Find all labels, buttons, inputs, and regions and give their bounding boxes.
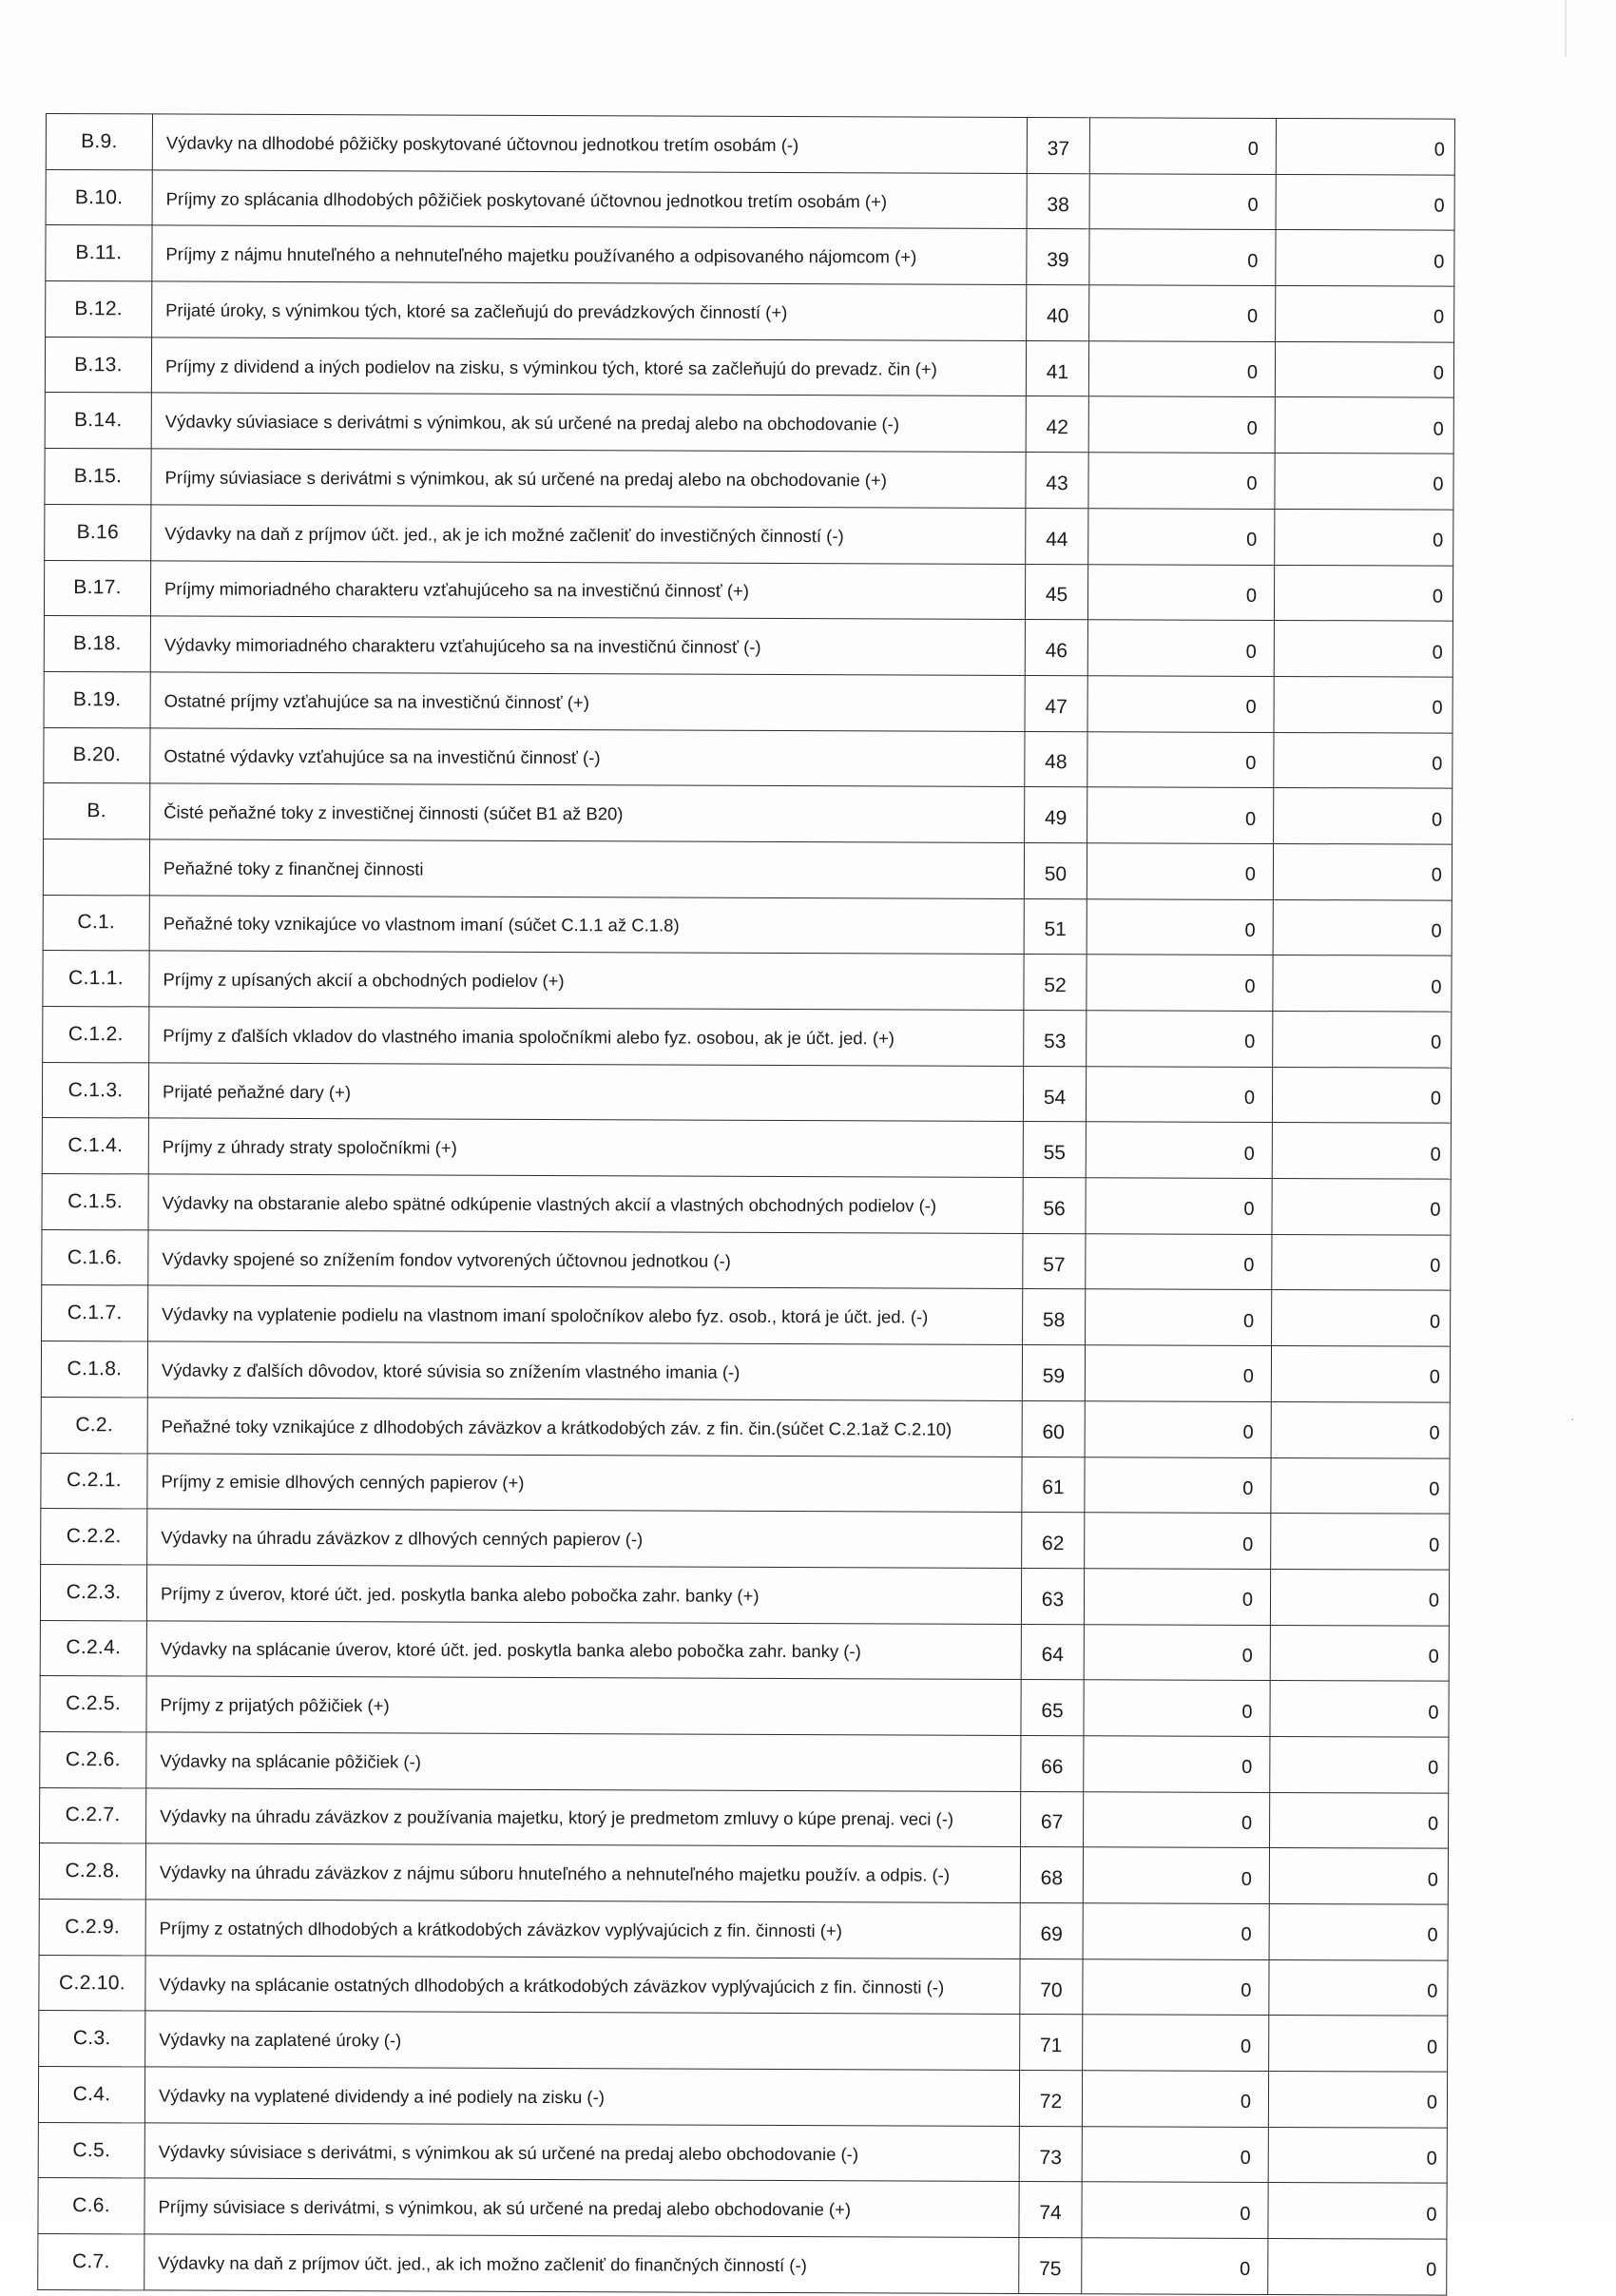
row-description-cell: Príjmy súvisiace s derivátmi, s výnimkou, ak sú určené na predaj alebo obchodovanie (+) bbox=[144, 2178, 1019, 2237]
table-row bbox=[45, 449, 1453, 510]
row-description-cell: Čisté peňažné toky z investičnej činnosti (súčet B1 až B20) bbox=[150, 783, 1025, 842]
table-row bbox=[44, 783, 1452, 844]
current-period-value-cell: 0 bbox=[1088, 340, 1275, 396]
table-row bbox=[44, 616, 1452, 677]
previous-period-value-cell: 0 bbox=[1276, 230, 1454, 286]
row-code-cell: C.2.4. bbox=[40, 1620, 146, 1676]
row-description-cell: Výdavky na daň z príjmov účt. jed., ak je ich možné začleniť do investičných činností (-) bbox=[151, 505, 1026, 564]
row-description-cell: Výdavky na úhradu záväzkov z používania majetku, ktorý je predmetom zmluvy o kúpe prenaj. veci (-) bbox=[146, 1788, 1021, 1847]
current-period-value-cell: 0 bbox=[1083, 1847, 1269, 1903]
row-description-cell: Peňažné toky vznikajúce vo vlastnom imaní (súčet C.1.1 až C.1.8) bbox=[149, 896, 1024, 955]
current-period-value-cell: 0 bbox=[1084, 1624, 1270, 1680]
row-description-cell: Prijaté peňažné dary (+) bbox=[148, 1063, 1023, 1122]
row-description-cell: Výdavky na vyplatenie podielu na vlastnom imaní spoločníkov alebo fyz. osob., ktorá je účt. jed. (-) bbox=[148, 1285, 1023, 1344]
row-description-cell: Výdavky na úhradu záväzkov z dlhových cenných papierov (-) bbox=[147, 1509, 1022, 1568]
previous-period-value-cell: 0 bbox=[1275, 453, 1453, 510]
row-number-cell: 53 bbox=[1024, 1010, 1087, 1066]
current-period-value-cell: 0 bbox=[1084, 1736, 1270, 1792]
previous-period-value-cell: 0 bbox=[1274, 732, 1452, 788]
row-code-cell: C.1.6. bbox=[42, 1229, 148, 1285]
row-code-cell: B.16 bbox=[45, 504, 151, 560]
current-period-value-cell: 0 bbox=[1086, 1233, 1272, 1289]
current-period-value-cell: 0 bbox=[1089, 229, 1276, 285]
row-number-cell: 57 bbox=[1023, 1233, 1086, 1289]
current-period-value-cell: 0 bbox=[1087, 620, 1274, 676]
row-description-cell: Výdavky na vyplatené dividendy a iné podiely na zisku (-) bbox=[144, 2067, 1019, 2126]
previous-period-value-cell: 0 bbox=[1276, 174, 1454, 230]
previous-period-value-cell: 0 bbox=[1273, 899, 1452, 955]
table-row bbox=[43, 895, 1452, 955]
table-row bbox=[41, 1341, 1450, 1402]
row-number-cell: 37 bbox=[1027, 117, 1089, 173]
cash-flow-table bbox=[37, 113, 1455, 2295]
current-period-value-cell: 0 bbox=[1085, 1457, 1271, 1513]
current-period-value-cell: 0 bbox=[1085, 1513, 1271, 1569]
row-number-cell: 63 bbox=[1021, 1568, 1084, 1624]
row-description-cell: Príjmy z nájmu hnuteľného a nehnuteľného majetku používaného a odpisovaného nájomcom (+) bbox=[152, 225, 1027, 284]
current-period-value-cell: 0 bbox=[1084, 1569, 1270, 1625]
previous-period-value-cell: 0 bbox=[1272, 1234, 1451, 1290]
row-description-cell: Výdavky súvisiace s derivátmi, s výnimkou ak sú určené na predaj alebo obchodovanie (-) bbox=[144, 2123, 1019, 2182]
cash-flow-table-body bbox=[38, 114, 1455, 2295]
current-period-value-cell: 0 bbox=[1087, 676, 1274, 732]
previous-period-value-cell: 0 bbox=[1271, 1346, 1450, 1402]
row-description-cell: Príjmy zo splácania dlhodobých pôžičiek poskytované účtovnou jednotkou tretím osobám (+) bbox=[152, 170, 1027, 229]
table-row bbox=[42, 1174, 1451, 1235]
row-code-cell: C.4. bbox=[38, 2067, 144, 2123]
row-description-cell: Výdavky na splácanie ostatných dlhodobých a krátkodobých záväzkov vyplývajúcich z fin. činnosti (-) bbox=[145, 1956, 1020, 2015]
table-row bbox=[42, 1062, 1451, 1123]
row-number-cell: 68 bbox=[1020, 1847, 1083, 1903]
row-description-cell: Výdavky na splácanie pôžičiek (-) bbox=[146, 1732, 1021, 1791]
table-row bbox=[44, 560, 1452, 621]
table-row bbox=[40, 1620, 1449, 1681]
row-code-cell: C.2.10. bbox=[39, 1955, 145, 2011]
row-code-cell: C.5. bbox=[38, 2122, 144, 2178]
row-code-cell: B. bbox=[44, 783, 150, 839]
previous-period-value-cell: 0 bbox=[1274, 565, 1452, 621]
current-period-value-cell: 0 bbox=[1089, 173, 1276, 229]
row-description-cell: Výdavky spojené so znížením fondov vytvorených účtovnou jednotkou (-) bbox=[148, 1230, 1023, 1289]
row-description-cell: Príjmy z prijatých pôžičiek (+) bbox=[146, 1676, 1021, 1735]
row-number-cell: 47 bbox=[1025, 675, 1087, 731]
previous-period-value-cell: 0 bbox=[1268, 2183, 1447, 2239]
table-row bbox=[43, 1006, 1452, 1067]
previous-period-value-cell: 0 bbox=[1271, 1401, 1450, 1457]
previous-period-value-cell: 0 bbox=[1272, 1067, 1451, 1123]
row-code-cell: C.2.6. bbox=[40, 1731, 146, 1787]
current-period-value-cell: 0 bbox=[1083, 1958, 1269, 2015]
table-row bbox=[45, 337, 1453, 397]
row-description-cell: Výdavky na obstaranie alebo spätné odkúpenie vlastných akcií a vlastných obchodných podielov (-) bbox=[148, 1174, 1023, 1233]
table-row bbox=[42, 1285, 1451, 1346]
table-row bbox=[46, 114, 1454, 175]
table-row bbox=[46, 281, 1454, 342]
current-period-value-cell: 0 bbox=[1088, 453, 1275, 509]
row-code-cell bbox=[43, 839, 149, 895]
row-number-cell: 41 bbox=[1026, 340, 1088, 396]
row-number-cell: 55 bbox=[1023, 1122, 1086, 1178]
row-number-cell: 48 bbox=[1025, 731, 1087, 787]
table-row bbox=[43, 951, 1452, 1012]
table-row bbox=[39, 1843, 1448, 1904]
current-period-value-cell: 0 bbox=[1089, 118, 1276, 174]
row-code-cell: C.1.7. bbox=[42, 1285, 148, 1341]
row-number-cell: 67 bbox=[1021, 1791, 1084, 1847]
table-row bbox=[45, 504, 1453, 565]
row-number-cell: 38 bbox=[1027, 173, 1089, 229]
current-period-value-cell: 0 bbox=[1087, 787, 1274, 843]
row-description-cell: Príjmy z upísaných akcií a obchodných podielov (+) bbox=[149, 951, 1024, 1010]
previous-period-value-cell: 0 bbox=[1270, 1625, 1449, 1681]
table-row bbox=[39, 1955, 1448, 2016]
row-number-cell: 54 bbox=[1023, 1066, 1086, 1122]
previous-period-value-cell: 0 bbox=[1272, 1290, 1451, 1346]
current-period-value-cell: 0 bbox=[1089, 285, 1276, 341]
previous-period-value-cell: 0 bbox=[1268, 2072, 1447, 2128]
row-code-cell: C.2.8. bbox=[39, 1843, 145, 1900]
row-code-cell: B.20. bbox=[44, 727, 150, 783]
table-row bbox=[38, 2234, 1447, 2295]
row-number-cell: 50 bbox=[1024, 842, 1087, 898]
current-period-value-cell: 0 bbox=[1083, 1903, 1269, 1959]
row-number-cell: 72 bbox=[1019, 2071, 1082, 2127]
row-number-cell: 66 bbox=[1021, 1735, 1084, 1791]
row-number-cell: 70 bbox=[1020, 1958, 1083, 2015]
row-code-cell: B.12. bbox=[46, 281, 152, 338]
previous-period-value-cell: 0 bbox=[1270, 1569, 1449, 1625]
previous-period-value-cell: 0 bbox=[1274, 676, 1452, 732]
row-number-cell: 61 bbox=[1022, 1457, 1085, 1513]
table-row bbox=[38, 2122, 1447, 2183]
row-description-cell: Ostatné výdavky vzťahujúce sa na investičnú činnosť (-) bbox=[150, 727, 1025, 786]
previous-period-value-cell: 0 bbox=[1273, 955, 1452, 1012]
previous-period-value-cell: 0 bbox=[1269, 2016, 1448, 2072]
current-period-value-cell: 0 bbox=[1087, 843, 1273, 899]
current-period-value-cell: 0 bbox=[1087, 731, 1274, 787]
table-row bbox=[40, 1787, 1449, 1848]
current-period-value-cell: 0 bbox=[1086, 1066, 1272, 1122]
previous-period-value-cell: 0 bbox=[1276, 118, 1454, 174]
previous-period-value-cell: 0 bbox=[1270, 1736, 1449, 1792]
previous-period-value-cell: 0 bbox=[1269, 1959, 1448, 2016]
table-row bbox=[45, 393, 1453, 453]
row-code-cell: C.2.3. bbox=[40, 1564, 146, 1620]
row-code-cell: C.6. bbox=[38, 2178, 144, 2234]
row-number-cell: 65 bbox=[1021, 1680, 1084, 1736]
row-code-cell: B.15. bbox=[45, 449, 151, 505]
previous-period-value-cell: 0 bbox=[1274, 621, 1452, 677]
row-code-cell: C.2.2. bbox=[41, 1509, 147, 1565]
row-number-cell: 52 bbox=[1024, 955, 1087, 1011]
row-description-cell: Ostatné príjmy vzťahujúce sa na investičnú činnosť (+) bbox=[150, 672, 1025, 731]
row-description-cell: Príjmy z dividend a iných podielov na zisku, s výminkou tých, ktoré sa začleňujú do prevadz. čin (+) bbox=[151, 338, 1026, 396]
previous-period-value-cell: 0 bbox=[1272, 1123, 1451, 1179]
row-description-cell: Príjmy z ďalších vkladov do vlastného imania spoločníkmi alebo fyz. osobou, ak je účt. jed. (+) bbox=[149, 1007, 1024, 1066]
row-description-cell: Peňažné toky vznikajúce z dlhodobých záväzkov a krátkodobých záv. z fin. čin.(súčet C.2.1až C.2.10) bbox=[147, 1398, 1022, 1457]
row-code-cell: B.18. bbox=[44, 616, 150, 672]
row-description-cell: Peňažné toky z finančnej činnosti bbox=[149, 839, 1024, 898]
row-number-cell: 71 bbox=[1020, 2015, 1083, 2071]
current-period-value-cell: 0 bbox=[1082, 2126, 1268, 2182]
current-period-value-cell: 0 bbox=[1087, 564, 1274, 620]
row-number-cell: 64 bbox=[1021, 1624, 1084, 1680]
row-number-cell: 49 bbox=[1025, 787, 1087, 843]
table-row bbox=[40, 1731, 1449, 1792]
row-code-cell: C.7. bbox=[38, 2234, 144, 2290]
current-period-value-cell: 0 bbox=[1084, 1791, 1270, 1847]
previous-period-value-cell: 0 bbox=[1274, 788, 1452, 844]
previous-period-value-cell: 0 bbox=[1273, 843, 1452, 899]
current-period-value-cell: 0 bbox=[1085, 1345, 1271, 1401]
previous-period-value-cell: 0 bbox=[1268, 2127, 1447, 2183]
row-description-cell: Výdavky súviasiace s derivátmi s výnimkou, ak sú určené na predaj alebo na obchodovanie (-) bbox=[151, 393, 1026, 452]
row-description-cell: Výdavky z ďalších dôvodov, ktoré súvisia so znížením vlastného imania (-) bbox=[147, 1341, 1022, 1400]
current-period-value-cell: 0 bbox=[1086, 1289, 1272, 1345]
row-code-cell: C.1.5. bbox=[42, 1174, 148, 1230]
previous-period-value-cell: 0 bbox=[1273, 1011, 1452, 1067]
row-number-cell: 56 bbox=[1023, 1178, 1086, 1234]
scan-speck-mark: · bbox=[1570, 1411, 1575, 1426]
current-period-value-cell: 0 bbox=[1087, 898, 1273, 955]
row-code-cell: C.1.1. bbox=[43, 951, 149, 1007]
previous-period-value-cell: 0 bbox=[1272, 1179, 1451, 1235]
table-row bbox=[40, 1564, 1449, 1625]
current-period-value-cell: 0 bbox=[1086, 1122, 1272, 1178]
row-description-cell: Príjmy z úhrady straty spoločníkmi (+) bbox=[148, 1118, 1023, 1177]
row-number-cell: 69 bbox=[1020, 1902, 1083, 1958]
current-period-value-cell: 0 bbox=[1088, 396, 1275, 453]
row-number-cell: 45 bbox=[1025, 564, 1087, 620]
row-code-cell: C.1.2. bbox=[43, 1006, 149, 1062]
row-description-cell: Výdavky na zaplatené úroky (-) bbox=[145, 2011, 1020, 2070]
row-code-cell: C.2.7. bbox=[40, 1787, 146, 1843]
row-code-cell: B.17. bbox=[44, 560, 150, 616]
table-row bbox=[44, 727, 1452, 788]
table-row bbox=[42, 1229, 1451, 1290]
table-row bbox=[41, 1397, 1450, 1457]
row-code-cell: C.2.9. bbox=[39, 1899, 145, 1955]
row-code-cell: C.2. bbox=[41, 1397, 147, 1453]
row-number-cell: 40 bbox=[1027, 285, 1089, 341]
row-number-cell: 43 bbox=[1026, 453, 1088, 509]
current-period-value-cell: 0 bbox=[1085, 1401, 1271, 1457]
row-code-cell: B.19. bbox=[44, 671, 150, 727]
previous-period-value-cell: 0 bbox=[1270, 1681, 1449, 1737]
row-number-cell: 75 bbox=[1019, 2238, 1082, 2294]
row-code-cell: C.1.8. bbox=[41, 1341, 147, 1398]
current-period-value-cell: 0 bbox=[1082, 2071, 1268, 2127]
row-number-cell: 44 bbox=[1026, 508, 1088, 564]
row-description-cell: Výdavky na splácanie úverov, ktoré účt. jed. poskytla banka alebo pobočka zahr. banky (-) bbox=[146, 1620, 1021, 1679]
row-number-cell: 39 bbox=[1027, 229, 1089, 285]
previous-period-value-cell: 0 bbox=[1271, 1457, 1450, 1514]
row-description-cell: Výdavky na daň z príjmov účt. jed., ak ich možno začleniť do finančných činností (-) bbox=[144, 2234, 1019, 2293]
previous-period-value-cell: 0 bbox=[1269, 1848, 1448, 1904]
previous-period-value-cell: 0 bbox=[1275, 509, 1453, 565]
row-number-cell: 74 bbox=[1019, 2182, 1082, 2238]
table-row bbox=[43, 839, 1452, 899]
row-number-cell: 62 bbox=[1022, 1513, 1085, 1569]
previous-period-value-cell: 0 bbox=[1268, 2239, 1447, 2295]
table-row bbox=[41, 1453, 1450, 1514]
current-period-value-cell: 0 bbox=[1087, 955, 1273, 1011]
row-code-cell: B.13. bbox=[45, 337, 151, 393]
current-period-value-cell: 0 bbox=[1082, 2182, 1268, 2238]
row-code-cell: B.14. bbox=[45, 393, 151, 449]
table-row bbox=[42, 1118, 1451, 1179]
row-number-cell: 46 bbox=[1025, 620, 1087, 676]
row-description-cell: Príjmy z úverov, ktoré účt. jed. poskytla banka alebo pobočka zahr. banky (+) bbox=[146, 1565, 1021, 1624]
row-code-cell: C.1.3. bbox=[42, 1062, 148, 1118]
row-number-cell: 42 bbox=[1026, 396, 1088, 453]
row-code-cell: C.2.5. bbox=[40, 1676, 146, 1732]
current-period-value-cell: 0 bbox=[1087, 1011, 1273, 1067]
row-code-cell: B.11. bbox=[46, 225, 152, 281]
current-period-value-cell: 0 bbox=[1086, 1178, 1272, 1234]
current-period-value-cell: 0 bbox=[1084, 1680, 1270, 1736]
previous-period-value-cell: 0 bbox=[1276, 286, 1454, 342]
previous-period-value-cell: 0 bbox=[1275, 397, 1453, 453]
table-row bbox=[39, 2011, 1448, 2072]
previous-period-value-cell: 0 bbox=[1269, 1903, 1448, 1959]
table-row bbox=[46, 225, 1454, 286]
row-number-cell: 73 bbox=[1019, 2126, 1082, 2182]
row-code-cell: C.1.4. bbox=[42, 1118, 148, 1174]
table-row bbox=[39, 1899, 1448, 1959]
row-number-cell: 59 bbox=[1022, 1345, 1085, 1401]
current-period-value-cell: 0 bbox=[1083, 2015, 1269, 2071]
row-number-cell: 51 bbox=[1024, 898, 1087, 955]
row-description-cell: Príjmy z emisie dlhových cenných papierov (+) bbox=[147, 1453, 1022, 1512]
row-number-cell: 58 bbox=[1023, 1289, 1086, 1345]
previous-period-value-cell: 0 bbox=[1275, 341, 1453, 397]
table-row bbox=[46, 169, 1454, 230]
table-row bbox=[44, 671, 1452, 732]
row-description-cell: Príjmy mimoriadného charakteru vzťahujúceho sa na investičnú činnosť (+) bbox=[150, 560, 1025, 619]
row-description-cell: Príjmy súviasiace s derivátmi s výnimkou, ak sú určené na predaj alebo na obchodovanie (+) bbox=[151, 449, 1026, 508]
row-description-cell: Výdavky na dlhodobé pôžičky poskytované účtovnou jednotkou tretím osobám (-) bbox=[152, 114, 1027, 173]
row-number-cell: 60 bbox=[1022, 1400, 1085, 1457]
row-description-cell: Prijaté úroky, s výnimkou tých, ktoré sa začleňujú do prevádzkových činností (+) bbox=[152, 281, 1027, 340]
current-period-value-cell: 0 bbox=[1088, 509, 1275, 565]
row-code-cell: C.1. bbox=[43, 895, 149, 951]
table-row bbox=[38, 2067, 1447, 2128]
previous-period-value-cell: 0 bbox=[1270, 1792, 1449, 1848]
current-period-value-cell: 0 bbox=[1082, 2238, 1268, 2294]
table-row bbox=[40, 1676, 1449, 1737]
row-code-cell: C.2.1. bbox=[41, 1453, 147, 1509]
table-row bbox=[38, 2178, 1447, 2239]
row-code-cell: C.3. bbox=[39, 2011, 145, 2067]
row-code-cell: B.9. bbox=[46, 114, 152, 170]
row-code-cell: B.10. bbox=[46, 169, 152, 225]
row-description-cell: Výdavky na úhradu záväzkov z nájmu súboru hnuteľného a nehnuteľného majetku použív. a odpis. (-) bbox=[145, 1843, 1020, 1902]
table-row bbox=[41, 1509, 1450, 1570]
row-description-cell: Výdavky mimoriadného charakteru vzťahujúceho sa na investičnú činnosť (-) bbox=[150, 616, 1025, 675]
previous-period-value-cell: 0 bbox=[1271, 1514, 1450, 1570]
scan-edge-mark bbox=[1565, 0, 1567, 57]
row-description-cell: Príjmy z ostatných dlhodobých a krátkodobých záväzkov vyplývajúcich z fin. činnosti (+) bbox=[145, 1900, 1020, 1958]
